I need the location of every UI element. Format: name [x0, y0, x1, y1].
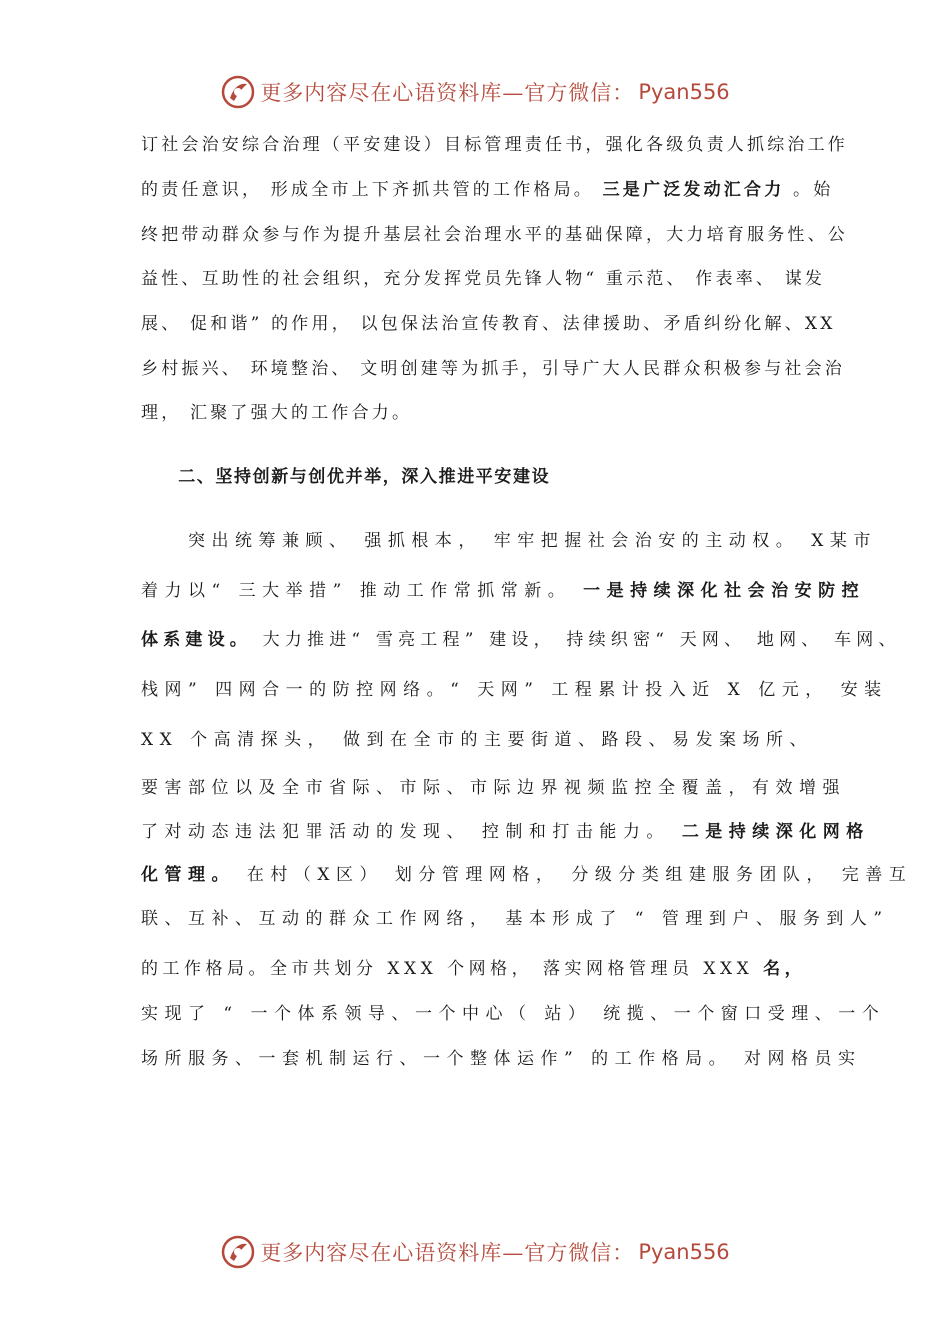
watermark-wechat-id: Pyan556 — [638, 80, 730, 104]
body-line — [141, 264, 825, 289]
text-segment: 实现了 “ 一个体系领导、一个中心（ 站） 统揽、一个窗口受理、一个 — [141, 1004, 886, 1024]
body-line — [141, 398, 412, 423]
body-line — [141, 175, 833, 200]
watermark-site-name: 更多内容尽在心语资料库 — [260, 81, 503, 105]
text-segment: 理， 汇聚了强大的工作合力。 — [141, 403, 413, 423]
text-segment: 二、坚持创新与创优并举，深入推进平安建设 — [141, 467, 551, 487]
body-line — [141, 725, 813, 750]
body-line — [141, 773, 846, 798]
body-line — [141, 860, 912, 885]
text-segment: 栈网” 四网合一的防控网络。“ 天网” 工程累计投入近 X 亿元， 安装 — [141, 680, 888, 700]
text-segment: 乡村振兴、 环境整治、 文明创建等为抓手，引导广大人民群众积极参与社会治 — [141, 359, 846, 379]
emphasis-text: 体系建设。 — [141, 630, 252, 650]
watermark-contact-label: —官方微信： — [502, 1241, 635, 1265]
watermark-logo-icon — [220, 1234, 256, 1270]
body-line — [141, 130, 848, 155]
text-segment: 突出统筹兼顾、 强抓根本， 牢牢把握社会治安的主动权。 X某市 — [141, 531, 877, 551]
body-line — [141, 954, 806, 979]
text-segment: 。始 — [784, 180, 834, 200]
body-line — [141, 904, 889, 929]
text-segment: 着力以“ 三大举措” 推动工作常抓常新。 — [141, 581, 584, 601]
text-segment: 展、 促和谐” 的作用， 以包保法治宣传教育、法律援助、矛盾纠纷化解、XX — [141, 314, 836, 334]
body-line — [141, 999, 885, 1024]
emphasis-text: 名， — [763, 959, 807, 979]
body-line — [141, 817, 870, 842]
body-line — [141, 1044, 862, 1069]
text-segment: 益性、互助性的社会组织，充分发挥党员先锋人物“ 重示范、 作表率、 谋发 — [141, 269, 826, 289]
section-heading — [141, 462, 550, 487]
text-segment: 了对动态违法犯罪活动的发现、 控制和打击能力。 — [141, 822, 682, 842]
body-line — [141, 625, 901, 650]
text-segment: 在村（X区） 划分管理网格， 分级分类组建服务团队， 完善互 — [235, 865, 913, 885]
header-watermark — [0, 72, 950, 112]
text-segment: 联、互补、互动的群众工作网络， 基本形成了 “ 管理到户、服务到人” — [141, 909, 889, 929]
body-line — [141, 220, 848, 245]
emphasis-text: 化管理。 — [141, 865, 235, 885]
text-segment: 终把带动群众参与作为提升基层社会治理水平的基础保障，大力培育服务性、公 — [141, 225, 848, 245]
text-segment: XX 个高清探头， 做到在全市的主要街道、路段、易发案场所、 — [141, 730, 814, 750]
body-line — [141, 576, 865, 601]
body-line — [141, 675, 888, 700]
watermark-site-name: 更多内容尽在心语资料库 — [260, 1241, 503, 1265]
body-line — [141, 354, 845, 379]
watermark-wechat-id: Pyan556 — [638, 1240, 730, 1264]
emphasis-text: 一是持续深化社会治安防控 — [583, 581, 866, 601]
emphasis-text: 二是持续深化网格 — [681, 822, 870, 842]
body-line — [141, 309, 836, 334]
text-segment: 场所服务、一套机制运行、一个整体运作” 的工作格局。 对网格员实 — [141, 1049, 862, 1069]
watermark-contact-label: —官方微信： — [502, 81, 635, 105]
watermark-logo-icon — [220, 74, 256, 110]
text-segment: 订社会治安综合治理（平安建设）目标管理责任书，强化各级负责人抓综治工作 — [141, 135, 848, 155]
body-line — [141, 526, 877, 551]
text-segment: 的工作格局。全市共划分 XXX 个网格， 落实网格管理员 XXX — [141, 959, 764, 979]
text-segment: 的责任意识， 形成全市上下齐抓共管的工作格局。 — [141, 180, 603, 200]
footer-watermark — [0, 1232, 950, 1272]
text-segment: 大力推进“ 雪亮工程” 建设， 持续织密“ 天网、 地网、 车网、 — [252, 630, 901, 650]
emphasis-text: 三是广泛发动汇合力 — [602, 180, 785, 200]
text-segment: 要害部位以及全市省际、市际、市际边界视频监控全覆盖，有效增强 — [141, 778, 846, 798]
